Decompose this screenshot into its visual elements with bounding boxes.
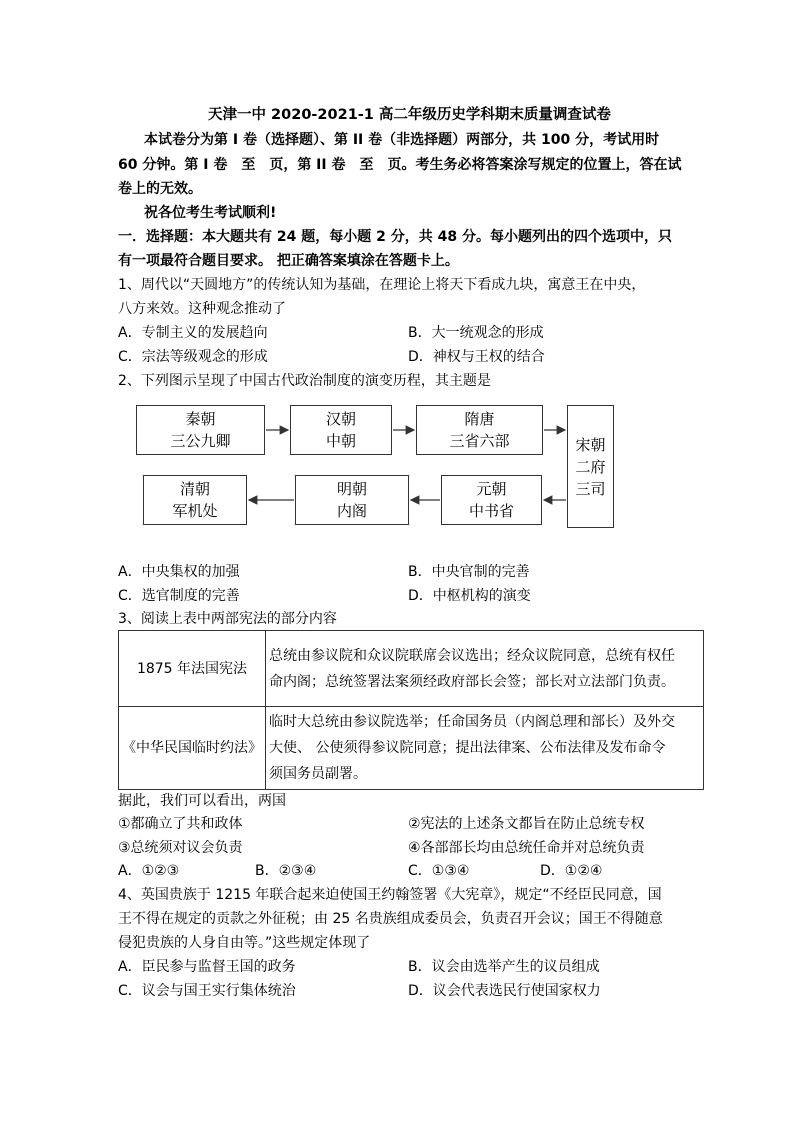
q3-lead: 据此，我们可以看出，两国 xyxy=(118,793,286,809)
diagram-yuan-dynasty: 元朝 xyxy=(476,480,507,498)
diagram-qing-dynasty: 清朝 xyxy=(179,480,210,498)
table-row xyxy=(119,631,704,707)
q2-option-a: A．中央集权的加强 xyxy=(118,564,240,580)
q4-option-d: D．议会代表选民行使国家权力 xyxy=(408,983,601,999)
intro-line-3: 卷上的无效。 xyxy=(118,181,202,197)
diagram-arrows xyxy=(0,0,794,560)
q3-stem: 3、阅读上表中两部宪法的部分内容 xyxy=(118,611,337,627)
table-content-line: 总统由参议院和众议院联席会议选出；经众议院同意，总统有权任 xyxy=(269,647,675,664)
q4-option-b: B．议会由选举产生的议员组成 xyxy=(408,959,600,975)
diagram-song-dynasty: 宋朝 xyxy=(575,435,606,454)
intro-line-1: 本试卷分为第 I 卷（选择题）、第 II 卷（非选择题）两部分，共 100 分，考试用时 xyxy=(144,132,660,148)
q1-option-b: B．大一统观念的形成 xyxy=(408,325,544,341)
q4-stem-line-2: 王不得在规定的贡款之外征税；由 25 名贵族组成委员会，负责召开会议；国王不得随意 xyxy=(118,911,663,927)
q4-option-a: A．臣民参与监督王国的政务 xyxy=(118,959,296,975)
diagram-han-system: 中朝 xyxy=(325,432,356,450)
q1-option-d: D．神权与王权的结合 xyxy=(408,349,545,365)
q2-option-c: C．选官制度的完善 xyxy=(118,588,240,604)
diagram-suitang-system: 三省六部 xyxy=(449,432,510,450)
diagram-han-dynasty: 汉朝 xyxy=(325,410,356,428)
q3-option-a: A．①②③ xyxy=(118,863,180,879)
wish-line: 祝各位考生考试顺利! xyxy=(144,205,277,221)
table-cell-name: 《中华民国临时约法》 xyxy=(119,707,266,790)
q3-statement-2: ②宪法的上述条文都旨在防止总统专权 xyxy=(408,816,645,832)
table-cell-content xyxy=(266,631,704,707)
q2-option-d: D．中枢机构的演变 xyxy=(408,588,531,604)
diagram-song-system-2: 三司 xyxy=(575,479,606,498)
table-content-line: 命内阁；总统签署法案须经政府部长会签；部长对立法部门负责。 xyxy=(269,673,675,690)
q3-statement-1: ①都确立了共和政体 xyxy=(118,816,243,832)
section1-line-2: 有一项最符合题目要求。 把正确答案填涂在答题卡上。 xyxy=(118,253,459,269)
diagram-qing-system: 军机处 xyxy=(172,502,218,520)
table-row xyxy=(119,707,704,790)
q3-option-d: D．①②④ xyxy=(540,863,603,879)
diagram-qin-system: 三公九卿 xyxy=(170,432,231,450)
diagram-ming-system: 内阁 xyxy=(336,502,367,520)
diagram-yuan-system: 中书省 xyxy=(468,502,514,520)
q3-option-c: C．①③④ xyxy=(408,863,470,879)
constitution-table xyxy=(118,630,704,790)
q3-statement-3: ③总统须对议会负责 xyxy=(118,840,243,856)
q4-option-c: C．议会与国王实行集体统治 xyxy=(118,983,296,999)
q3-option-b: B．②③④ xyxy=(255,863,317,879)
diagram-qin-dynasty: 秦朝 xyxy=(185,410,216,428)
table-content-line: 临时大总统由参议院选举；任命国务员（内阁总理和部长）及外交 xyxy=(269,714,675,730)
q4-stem-line-3: 侵犯贵族的人身自由等。”这些规定体现了 xyxy=(118,935,371,951)
q1-option-a: A．专制主义的发展趋向 xyxy=(118,325,268,341)
table-cell-content xyxy=(266,707,704,790)
q2-stem: 2、下列图示呈现了中国古代政治制度的演变历程，其主题是 xyxy=(118,373,491,389)
q1-stem-line-1: 1、周代以“天圆地方”的传统认知为基础，在理论上将天下看成九块，寓意王在中央， xyxy=(118,277,646,293)
q3-statement-4: ④各部部长均由总统任命并对总统负责 xyxy=(408,840,645,856)
q2-option-b: B．中央官制的完善 xyxy=(408,564,530,580)
table-content-line: 大使、 公使须得参议院同意；提出法律案、公布法律及发布命令 xyxy=(269,740,666,756)
intro-line-2: 60 分钟。第 I 卷 至 页，第 II 卷 至 页。考生务必将答案涂写规定的位置上，答在试 xyxy=(118,157,682,173)
page-title: 天津一中 2020-2021-1 高二年级历史学科期末质量调查试卷 xyxy=(208,107,611,123)
q1-option-c: C．宗法等级观念的形成 xyxy=(118,349,268,365)
diagram-suitang-dynasty: 隋唐 xyxy=(464,410,495,428)
diagram-song-system-1: 二府 xyxy=(575,457,606,476)
table-content-line: 须国务员副署。 xyxy=(269,766,367,782)
section1-line-1: 一．选择题：本大题共有 24 题，每小题 2 分，共 48 分。每小题列出的四个选项中，只 xyxy=(118,229,672,245)
q4-stem-line-1: 4、英国贵族于 1215 年联合起来迫使国王约翰签署《大宪章》，规定“不经臣民同意，国 xyxy=(118,887,662,903)
diagram-ming-dynasty: 明朝 xyxy=(336,480,367,498)
table-cell-name: 1875 年法国宪法 xyxy=(119,631,266,707)
q1-stem-line-2: 八方来效。这种观念推动了 xyxy=(118,301,286,317)
